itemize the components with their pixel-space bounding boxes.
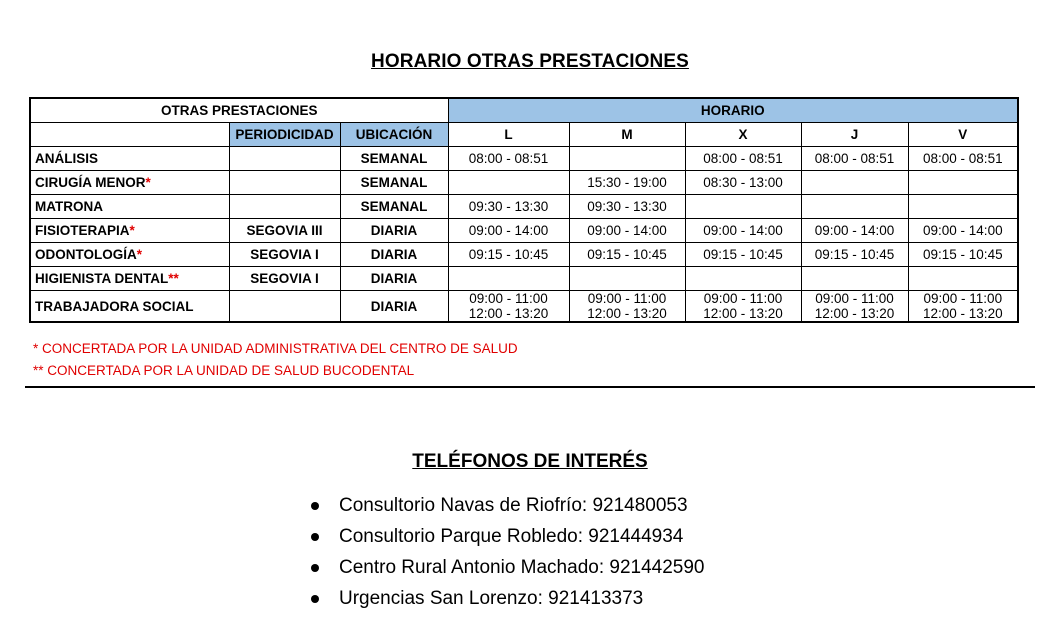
phone-entry: Consultorio Parque Robledo: 921444934 <box>339 526 684 547</box>
footnote-marker: ** <box>168 271 179 286</box>
row-name-text: FISIOTERAPIA <box>35 223 130 238</box>
schedule-cell: 09:30 - 13:30 <box>448 195 569 219</box>
phone-list <box>311 491 704 615</box>
row-ubicacion: SEMANAL <box>340 171 448 195</box>
schedule-cell: 08:30 - 13:00 <box>685 171 801 195</box>
column-header-day: J <box>801 123 908 147</box>
column-header-day: X <box>685 123 801 147</box>
schedule-cell <box>908 267 1018 291</box>
schedule-cell: 08:00 - 08:51 <box>448 147 569 171</box>
schedule-cell <box>569 147 685 171</box>
schedule-cell <box>801 195 908 219</box>
schedule-cell <box>908 195 1018 219</box>
row-name-text: CIRUGÍA MENOR <box>35 175 146 190</box>
table-row <box>30 243 1018 267</box>
schedule-time: 09:00 - 11:00 <box>923 291 1003 306</box>
schedule-time: 09:00 - 11:00 <box>703 291 783 306</box>
schedule-cell <box>569 267 685 291</box>
row-ubicacion: DIARIA <box>340 219 448 243</box>
row-name-text: MATRONA <box>35 199 103 214</box>
schedule-time: 12:00 - 13:20 <box>587 306 667 321</box>
header-empty-cell <box>30 123 229 147</box>
schedule-cell: 09:00 - 14:00 <box>801 219 908 243</box>
section-divider <box>25 386 1035 388</box>
group-header-otras-prestaciones: OTRAS PRESTACIONES <box>30 98 448 123</box>
row-name <box>30 243 229 267</box>
phone-entry: Consultorio Navas de Riofrío: 921480053 <box>339 495 688 516</box>
schedule-cell: 09:15 - 10:45 <box>448 243 569 267</box>
row-name <box>30 267 229 291</box>
schedule-cell: 15:30 - 19:00 <box>569 171 685 195</box>
group-header-horario: HORARIO <box>448 98 1018 123</box>
schedule-cell <box>448 291 569 323</box>
schedule-cell <box>908 291 1018 323</box>
row-name-text: ANÁLISIS <box>35 151 99 166</box>
schedule-cell: 08:00 - 08:51 <box>685 147 801 171</box>
table-column-header-row <box>30 123 1018 147</box>
table-body <box>30 147 1018 291</box>
row-name: TRABAJADORA SOCIAL <box>30 291 229 323</box>
schedule-cell <box>801 171 908 195</box>
schedule-cell: 09:00 - 14:00 <box>448 219 569 243</box>
footnote: ** CONCERTADA POR LA UNIDAD DE SALUD BUCODENTAL <box>33 363 415 378</box>
schedule-cell: 08:00 - 08:51 <box>908 147 1018 171</box>
schedule-cell: 09:30 - 13:30 <box>569 195 685 219</box>
schedule-cell <box>448 171 569 195</box>
footnote-marker: * <box>136 247 143 262</box>
footnote-marker: * <box>145 175 151 190</box>
schedule-cell: 09:00 - 14:00 <box>569 219 685 243</box>
table-row <box>30 147 1018 171</box>
schedule-cell: 09:00 - 14:00 <box>908 219 1018 243</box>
column-header-ubicacion: UBICACIÓN <box>340 123 448 147</box>
schedule-cell: 09:00 - 14:00 <box>685 219 801 243</box>
row-ubicacion: DIARIA <box>340 267 448 291</box>
column-header-day: M <box>569 123 685 147</box>
bullet-icon <box>311 533 319 541</box>
schedule-cell: 09:15 - 10:45 <box>569 243 685 267</box>
schedule-time: 09:00 - 11:00 <box>815 291 894 306</box>
schedule-time: 12:00 - 13:20 <box>814 306 895 321</box>
row-periodicidad: SEGOVIA I <box>229 243 340 267</box>
row-name <box>30 171 229 195</box>
bullet-icon <box>311 502 319 510</box>
page-title: HORARIO OTRAS PRESTACIONES <box>371 51 689 72</box>
phone-entry: Centro Rural Antonio Machado: 921442590 <box>339 557 705 578</box>
schedule-cell <box>685 267 801 291</box>
schedule-time: 12:00 - 13:20 <box>468 306 549 321</box>
schedule-table <box>29 97 1019 323</box>
row-periodicidad <box>229 195 340 219</box>
table-row <box>30 219 1018 243</box>
list-item <box>311 522 704 553</box>
row-periodicidad: SEGOVIA III <box>229 219 340 243</box>
row-ubicacion: DIARIA <box>340 291 448 323</box>
row-ubicacion: SEMANAL <box>340 195 448 219</box>
row-name <box>30 195 229 219</box>
schedule-cell: 09:15 - 10:45 <box>908 243 1018 267</box>
schedule-time: 12:00 - 13:20 <box>923 306 1003 321</box>
column-header-periodicidad: PERIODICIDAD <box>229 123 340 147</box>
table-row <box>30 195 1018 219</box>
row-name <box>30 219 229 243</box>
schedule-time: 09:00 - 11:00 <box>469 291 548 306</box>
row-name <box>30 147 229 171</box>
schedule-cell <box>685 195 801 219</box>
schedule-cell <box>685 291 801 323</box>
schedule-time: 12:00 - 13:20 <box>703 306 783 321</box>
table-row <box>30 267 1018 291</box>
schedule-cell <box>448 267 569 291</box>
column-header-day: V <box>908 123 1018 147</box>
row-periodicidad <box>229 171 340 195</box>
row-ubicacion: SEMANAL <box>340 147 448 171</box>
footnote-marker: * <box>129 223 135 238</box>
row-periodicidad <box>229 147 340 171</box>
bullet-icon <box>311 595 319 603</box>
schedule-cell <box>801 291 908 323</box>
schedule-cell <box>569 291 685 323</box>
table-row-trabajadora-social <box>30 291 1018 323</box>
schedule-cell <box>801 267 908 291</box>
row-name-text: ODONTOLOGÍA <box>35 247 137 262</box>
phone-entry: Urgencias San Lorenzo: 921413373 <box>339 588 644 609</box>
schedule-cell: 08:00 - 08:51 <box>801 147 908 171</box>
footnote: * CONCERTADA POR LA UNIDAD ADMINISTRATIVA DEL CENTRO DE SALUD <box>33 341 518 356</box>
table-row <box>30 171 1018 195</box>
table-group-header-row <box>30 98 1018 123</box>
schedule-cell: 09:15 - 10:45 <box>801 243 908 267</box>
row-name-text: HIGIENISTA DENTAL <box>35 271 169 286</box>
list-item <box>311 553 704 584</box>
schedule-cell: 09:15 - 10:45 <box>685 243 801 267</box>
phones-title: TELÉFONOS DE INTERÉS <box>412 451 648 472</box>
schedule-cell <box>908 171 1018 195</box>
column-header-day: L <box>448 123 569 147</box>
row-periodicidad <box>229 291 340 323</box>
list-item <box>311 491 704 522</box>
schedule-time: 09:00 - 11:00 <box>587 291 667 306</box>
row-ubicacion: DIARIA <box>340 243 448 267</box>
list-item <box>311 584 704 615</box>
row-periodicidad: SEGOVIA I <box>229 267 340 291</box>
bullet-icon <box>311 564 319 572</box>
footnotes <box>33 338 518 382</box>
